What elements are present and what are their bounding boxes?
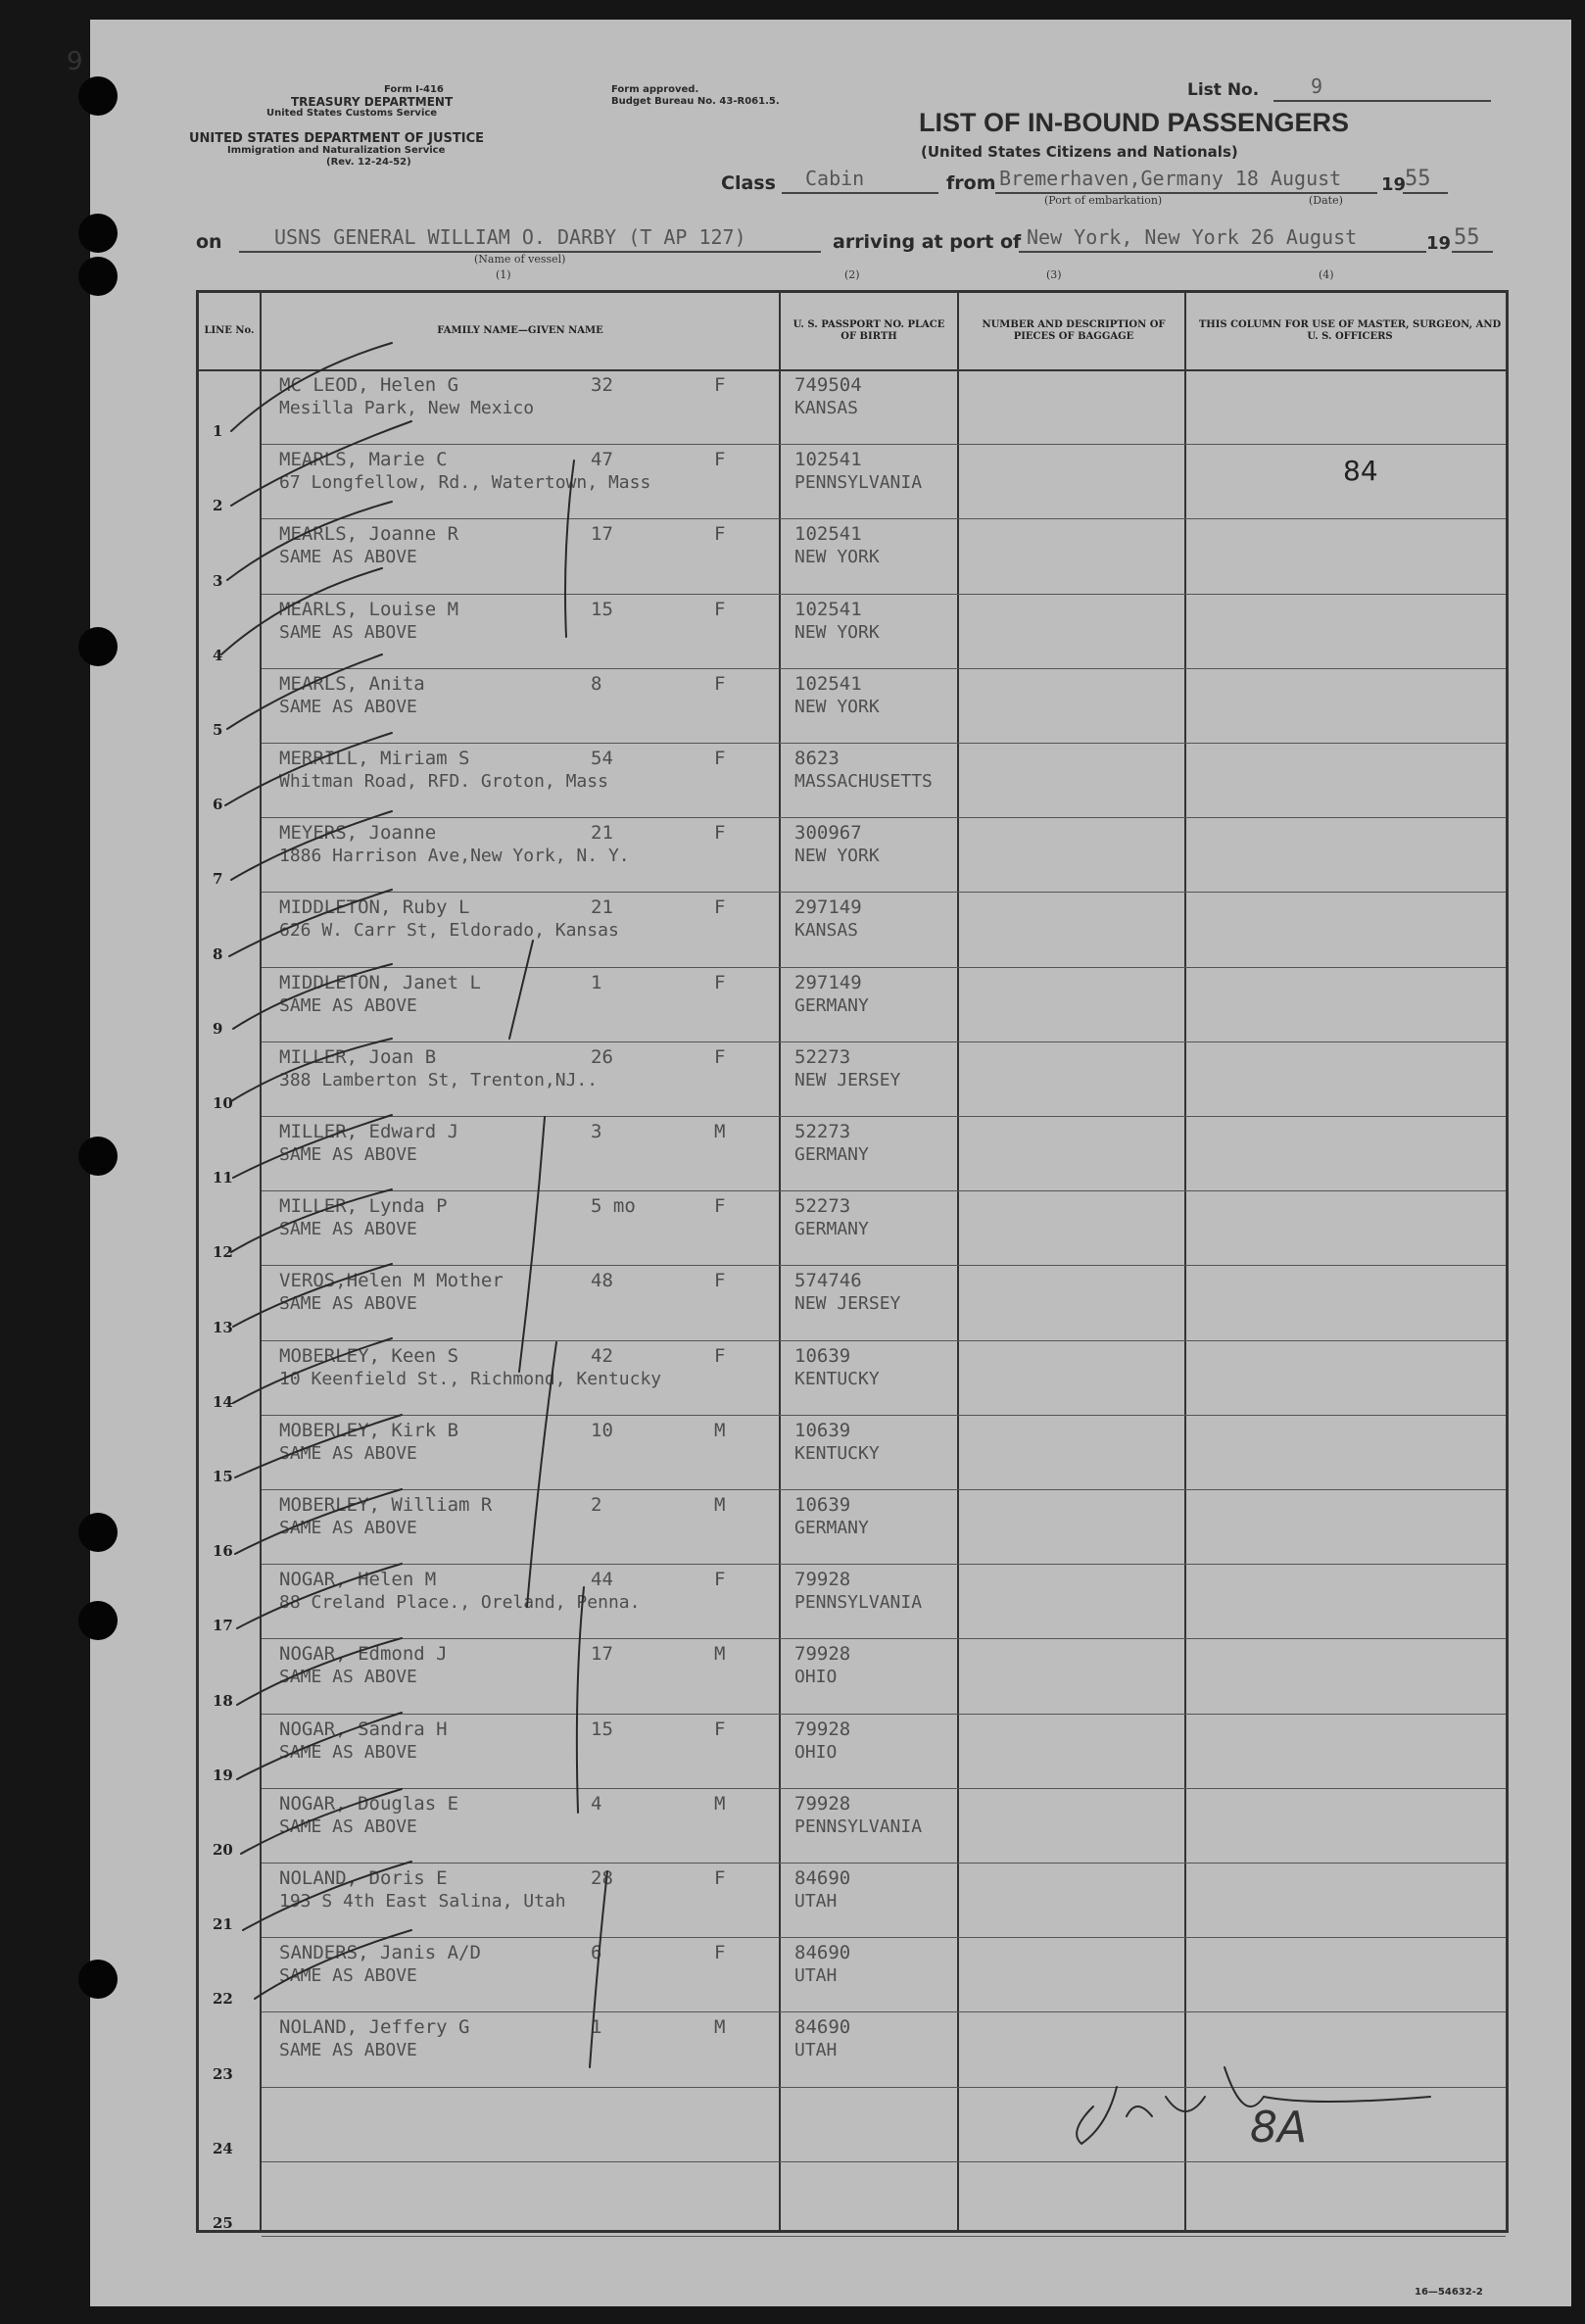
page-number-mark: 9 (67, 47, 83, 76)
passport-number: 8623 (794, 748, 840, 769)
form-id: Form I-416 (384, 84, 444, 95)
place-of-birth: KENTUCKY (794, 1442, 880, 1464)
line-number: 5 (213, 721, 223, 739)
passport-number: 10639 (794, 1344, 851, 1367)
passenger-name: NOLAND, Jeffery G (279, 2016, 470, 2039)
col-caption-1: (1) (496, 268, 511, 281)
passenger-sex: F (714, 971, 726, 993)
passport-number: 84690 (794, 1942, 851, 1964)
place-of-birth: PENNSYLVANIA (794, 472, 923, 494)
passport-number: 79928 (794, 1569, 851, 1591)
passenger-name: MC LEOD, Helen G (279, 374, 459, 396)
passport-number: 102541 (794, 449, 862, 471)
line-number: 19 (213, 1766, 233, 1784)
place-of-birth: KANSAS (794, 920, 859, 942)
passenger-address: 1886 Harrison Ave,New York, N. Y. (279, 846, 630, 867)
place-of-birth: UTAH (794, 2040, 838, 2061)
passenger-sex: F (714, 896, 726, 919)
vessel-name: USNS GENERAL WILLIAM O. DARBY (T AP 127) (274, 225, 746, 249)
line-number: 13 (213, 1318, 233, 1336)
passenger-age: 2 (591, 1494, 602, 1516)
passenger-age: 5 mo (591, 1195, 636, 1218)
passenger-sex: M (714, 1121, 726, 1142)
line-number: 6 (213, 796, 223, 814)
passenger-sex: F (714, 1867, 726, 1889)
place-of-birth: OHIO (794, 1741, 838, 1763)
passport-number: 574746 (794, 1270, 862, 1292)
list-no-label: List No. (1187, 80, 1260, 100)
passenger-sex: F (714, 1569, 726, 1591)
passenger-name: NOGAR, Sandra H (279, 1718, 448, 1740)
passenger-age: 1 (591, 971, 602, 993)
passenger-address: 626 W. Carr St, Eldorado, Kansas (279, 920, 619, 942)
passport-number: 749504 (794, 374, 862, 396)
passenger-sex: M (714, 1792, 726, 1815)
passenger-name: NOGAR, Douglas E (279, 1792, 459, 1815)
signature-initials: 8A (1250, 2103, 1308, 2153)
passenger-address: SAME AS ABOVE (279, 696, 417, 717)
passport-number: 102541 (794, 598, 862, 620)
place-of-birth: PENNSYLVANIA (794, 1816, 923, 1837)
date-caption: (Date) (1309, 194, 1343, 207)
passport-number: 52273 (794, 1045, 851, 1068)
passenger-sex: F (714, 1045, 726, 1068)
passenger-name: MERRILL, Miriam S (279, 748, 470, 769)
col-header-passport: U. S. PASSPORT NO. PLACE OF BIRTH (792, 319, 945, 342)
place-of-birth: NEW YORK (794, 547, 880, 568)
line-number: 25 (213, 2214, 233, 2232)
passenger-sex: F (714, 1344, 726, 1367)
passenger-name: VEROS,Helen M Mother (279, 1270, 504, 1292)
passenger-name: MEARLS, Louise M (279, 598, 459, 620)
line-number: 15 (213, 1468, 233, 1485)
list-no-value: 9 (1311, 74, 1323, 98)
place-of-birth: NEW YORK (794, 621, 880, 643)
line-number: 22 (213, 1990, 233, 2009)
footer-code: 16—54632-2 (1415, 2287, 1483, 2298)
passport-number: 52273 (794, 1121, 851, 1142)
arrival-year-prefix: 19 (1426, 233, 1452, 254)
dept-justice: UNITED STATES DEPARTMENT OF JUSTICE (189, 131, 485, 146)
passenger-address: SAME AS ABOVE (279, 1667, 417, 1688)
place-of-birth: KENTUCKY (794, 1368, 880, 1389)
passenger-age: 26 (591, 1045, 613, 1068)
line-number: 2 (213, 497, 223, 515)
col-header-line: LINE No. (204, 325, 255, 336)
col-header-baggage: NUMBER AND DESCRIPTION OF PIECES OF BAGGAGE (982, 319, 1166, 342)
passenger-name: MEYERS, Joanne (279, 822, 437, 845)
passenger-sex: M (714, 1419, 726, 1441)
budget-bureau: Budget Bureau No. 43-R061.5. (611, 96, 780, 107)
line-number: 20 (213, 1841, 233, 1859)
passenger-name: MIDDLETON, Janet L (279, 971, 481, 993)
passenger-address: SAME AS ABOVE (279, 1293, 417, 1315)
passenger-sex: F (714, 598, 726, 620)
passenger-address: SAME AS ABOVE (279, 994, 417, 1016)
passenger-sex: M (714, 2016, 726, 2039)
passenger-sex: F (714, 523, 726, 546)
passenger-age: 28 (591, 1867, 613, 1889)
passenger-address: Whitman Road, RFD. Groton, Mass (279, 771, 608, 792)
passenger-sex: F (714, 374, 726, 396)
passenger-address: SAME AS ABOVE (279, 621, 417, 643)
passenger-age: 1 (591, 2016, 602, 2039)
arrival-value: New York, New York 26 August (1027, 225, 1358, 249)
passenger-name: NOGAR, Helen M (279, 1569, 437, 1591)
passenger-name: MEARLS, Marie C (279, 449, 448, 471)
officer-note: 84 (1343, 455, 1378, 488)
passenger-address: SAME AS ABOVE (279, 1965, 417, 1987)
place-of-birth: OHIO (794, 1667, 838, 1688)
class-label: Class (721, 172, 776, 194)
place-of-birth: NEW YORK (794, 696, 880, 717)
passenger-sex: F (714, 1195, 726, 1218)
line-number: 17 (213, 1617, 233, 1635)
passenger-name: MEARLS, Joanne R (279, 523, 459, 546)
line-number: 16 (213, 1542, 233, 1561)
passport-number: 79928 (794, 1643, 851, 1666)
passport-number: 102541 (794, 672, 862, 695)
line-number: 10 (213, 1094, 233, 1112)
passport-number: 297149 (794, 896, 862, 919)
list-title: LIST OF IN-BOUND PASSENGERS (919, 108, 1350, 137)
place-of-birth: GERMANY (794, 994, 869, 1016)
passport-number: 300967 (794, 822, 862, 845)
passenger-name: MILLER, Lynda P (279, 1195, 448, 1218)
line-number: 3 (213, 571, 223, 590)
passenger-age: 21 (591, 896, 613, 919)
list-subtitle: (United States Citizens and Nationals) (921, 143, 1238, 161)
passenger-name: NOGAR, Edmond J (279, 1643, 448, 1666)
passenger-age: 3 (591, 1121, 602, 1142)
passenger-age: 47 (591, 449, 613, 471)
dept-treasury-sub: United States Customs Service (266, 108, 438, 119)
passenger-age: 32 (591, 374, 613, 396)
passenger-name: MOBERLEY, Keen S (279, 1344, 459, 1367)
passenger-sex: F (714, 1718, 726, 1740)
passenger-age: 54 (591, 748, 613, 769)
from-value: Bremerhaven,Germany 18 August (999, 167, 1342, 190)
line-number: 11 (213, 1169, 233, 1187)
passenger-address: SAME AS ABOVE (279, 1741, 417, 1763)
place-of-birth: NEW YORK (794, 846, 880, 867)
line-number: 1 (213, 422, 223, 441)
passenger-sex: M (714, 1643, 726, 1666)
passenger-address: 10 Keenfield St., Richmond, Kentucky (279, 1368, 662, 1389)
from-year: 55 (1405, 167, 1431, 191)
passenger-sex: F (714, 1942, 726, 1964)
passenger-age: 4 (591, 1792, 602, 1815)
passenger-address: 193 S 4th East Salina, Utah (279, 1891, 566, 1912)
class-value: Cabin (805, 167, 865, 190)
passenger-name: MIDDLETON, Ruby L (279, 896, 470, 919)
passport-number: 10639 (794, 1494, 851, 1516)
arriving-label: arriving at port of (833, 231, 1022, 253)
line-number: 18 (213, 1691, 233, 1710)
place-of-birth: PENNSYLVANIA (794, 1592, 923, 1614)
passport-number: 79928 (794, 1718, 851, 1740)
line-number: 9 (213, 1019, 223, 1038)
col-header-name: FAMILY NAME—GIVEN NAME (437, 325, 603, 336)
passenger-sex: F (714, 748, 726, 769)
passenger-age: 15 (591, 598, 613, 620)
passenger-address: SAME AS ABOVE (279, 1144, 417, 1165)
passenger-name: MOBERLEY, Kirk B (279, 1419, 459, 1441)
passenger-address: SAME AS ABOVE (279, 547, 417, 568)
passport-number: 10639 (794, 1419, 851, 1441)
place-of-birth: NEW JERSEY (794, 1293, 901, 1315)
passenger-age: 21 (591, 822, 613, 845)
passenger-sex: F (714, 822, 726, 845)
passenger-age: 8 (591, 672, 602, 695)
passenger-age: 44 (591, 1569, 613, 1591)
vessel-caption: (Name of vessel) (474, 253, 566, 266)
passenger-address: SAME AS ABOVE (279, 1442, 417, 1464)
place-of-birth: GERMANY (794, 1518, 869, 1538)
passenger-name: MOBERLEY, William R (279, 1494, 493, 1516)
col-caption-4: (4) (1319, 268, 1334, 281)
line-number: 24 (213, 2139, 233, 2157)
from-label: from (946, 172, 996, 194)
passenger-sex: M (714, 1494, 726, 1516)
passenger-address: SAME AS ABOVE (279, 1219, 417, 1240)
on-label: on (196, 231, 222, 253)
passenger-name: MILLER, Edward J (279, 1121, 459, 1142)
passenger-address: 388 Lamberton St, Trenton,NJ.. (279, 1069, 599, 1090)
form-approved: Form approved. (611, 84, 699, 95)
passenger-name: MEARLS, Anita (279, 672, 425, 695)
passenger-age: 17 (591, 1643, 613, 1666)
passport-number: 84690 (794, 1867, 851, 1889)
passenger-address: SAME AS ABOVE (279, 1816, 417, 1837)
from-year-prefix: 19 (1381, 174, 1407, 195)
passport-number: 84690 (794, 2016, 851, 2039)
passport-number: 102541 (794, 523, 862, 546)
line-number: 4 (213, 646, 223, 664)
line-number: 14 (213, 1392, 233, 1411)
passenger-name: MILLER, Joan B (279, 1045, 437, 1068)
col-caption-2: (2) (844, 268, 860, 281)
passenger-address: SAME AS ABOVE (279, 2040, 417, 2061)
passenger-age: 48 (591, 1270, 613, 1292)
line-number: 12 (213, 1243, 233, 1262)
line-number: 23 (213, 2064, 233, 2083)
dept-treasury: TREASURY DEPARTMENT (291, 95, 454, 109)
passenger-age: 6 (591, 1942, 602, 1964)
passenger-age: 42 (591, 1344, 613, 1367)
line-number: 8 (213, 944, 223, 963)
passport-number: 52273 (794, 1195, 851, 1218)
passport-number: 79928 (794, 1792, 851, 1815)
col-header-officers: THIS COLUMN FOR USE OF MASTER, SURGEON, AND U. S. OFFICERS (1198, 319, 1502, 342)
place-of-birth: GERMANY (794, 1219, 869, 1240)
place-of-birth: UTAH (794, 1965, 838, 1987)
passenger-age: 10 (591, 1419, 613, 1441)
place-of-birth: NEW JERSEY (794, 1069, 901, 1090)
arrival-year: 55 (1454, 225, 1480, 250)
place-of-birth: KANSAS (794, 398, 859, 418)
passenger-address: 88 Creland Place., Oreland, Penna. (279, 1592, 641, 1614)
passenger-name: NOLAND, Doris E (279, 1867, 448, 1889)
passenger-sex: F (714, 449, 726, 471)
passenger-address: SAME AS ABOVE (279, 1518, 417, 1538)
port-embark-caption: (Port of embarkation) (1044, 194, 1163, 207)
passenger-address: Mesilla Park, New Mexico (279, 398, 535, 418)
line-number: 7 (213, 870, 223, 889)
form-revision: (Rev. 12-24-52) (326, 157, 411, 168)
place-of-birth: UTAH (794, 1891, 838, 1912)
passenger-address: 67 Longfellow, Rd., Watertown, Mass (279, 472, 651, 494)
place-of-birth: MASSACHUSETTS (794, 771, 933, 792)
passenger-age: 15 (591, 1718, 613, 1740)
dept-justice-sub: Immigration and Naturalization Service (227, 145, 446, 156)
passenger-name: SANDERS, Janis A/D (279, 1942, 481, 1964)
line-number: 21 (213, 1915, 233, 1934)
passport-number: 297149 (794, 971, 862, 993)
passenger-sex: F (714, 672, 726, 695)
passenger-sex: F (714, 1270, 726, 1292)
place-of-birth: GERMANY (794, 1144, 869, 1165)
col-caption-3: (3) (1046, 268, 1062, 281)
passenger-age: 17 (591, 523, 613, 546)
